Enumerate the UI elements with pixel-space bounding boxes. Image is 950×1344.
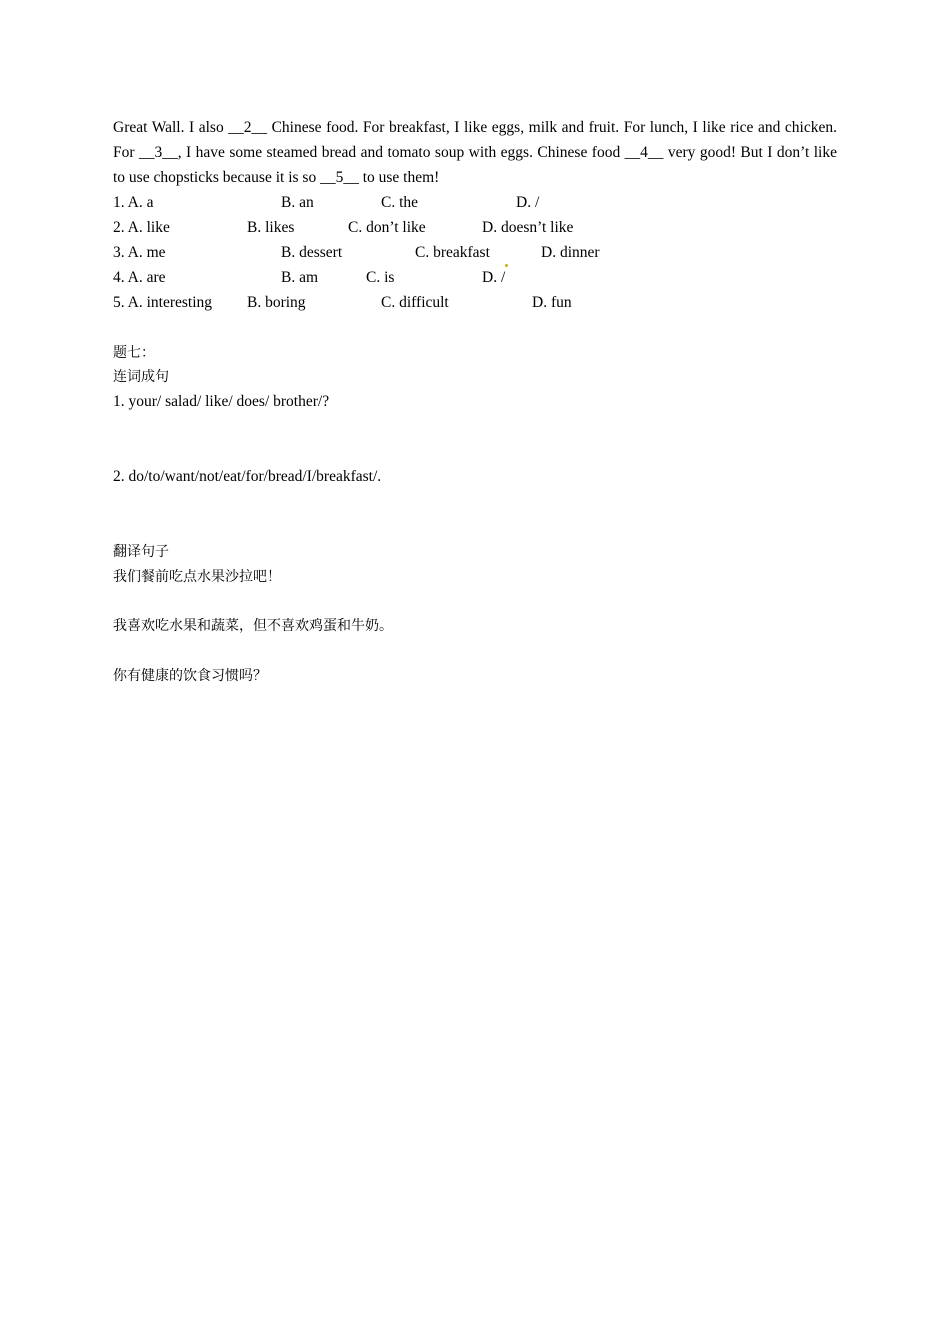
- option-b: B. likes: [247, 219, 295, 236]
- option-d: D. /: [516, 194, 540, 211]
- question-row: [113, 218, 813, 238]
- question-row: [113, 193, 813, 213]
- option-c: C. breakfast: [415, 244, 490, 261]
- option-d: D. fun: [532, 294, 572, 311]
- option-c: C. difficult: [381, 294, 449, 311]
- translate-sentence: 你有健康的饮食习惯吗？: [113, 668, 267, 684]
- question-row: [113, 293, 813, 313]
- option-c: C. don’t like: [348, 219, 426, 236]
- option-d: D. doesn’t like: [482, 219, 574, 236]
- translate-title: 翻译句子: [113, 544, 169, 560]
- option-a: 2. A. like: [113, 219, 170, 236]
- question-row: [113, 268, 813, 288]
- option-b: B. boring: [247, 294, 306, 311]
- question-row: [113, 243, 813, 263]
- option-a: 1. A. a: [113, 194, 154, 211]
- option-d: D. dinner: [541, 244, 600, 261]
- exercise-item: 1. your/ salad/ like/ does/ brother/?: [113, 393, 330, 410]
- section-subtitle: 连词成句: [113, 369, 169, 385]
- option-b: B. an: [281, 194, 314, 211]
- option-a: 3. A. me: [113, 244, 166, 261]
- option-a: 4. A. are: [113, 269, 166, 286]
- option-c: C. is: [366, 269, 395, 286]
- option-c: C. the: [381, 194, 419, 211]
- reading-passage: Great Wall. I also __2__ Chinese food. For breakfast, I like eggs, milk and fruit. For lunch, I like rice and chicken. For __3__, I have some steamed bread and tomato soup with eggs. Chinese food __4__ very good! But I don’t like to use chopsticks because it is so __5__ to use them!: [113, 119, 837, 186]
- exercise-item: 2. do/to/want/not/eat/for/bread/I/breakfast/.: [113, 468, 382, 485]
- option-b: B. am: [281, 269, 319, 286]
- section-title: 题七：: [113, 345, 155, 361]
- translate-sentence: 我喜欢吃水果和蔬菜，但不喜欢鸡蛋和牛奶。: [113, 618, 393, 634]
- option-d: D. /: [482, 269, 506, 286]
- option-a: 5. A. interesting: [113, 294, 213, 311]
- option-b: B. dessert: [281, 244, 343, 261]
- translate-sentence: 我们餐前吃点水果沙拉吧！: [113, 569, 281, 585]
